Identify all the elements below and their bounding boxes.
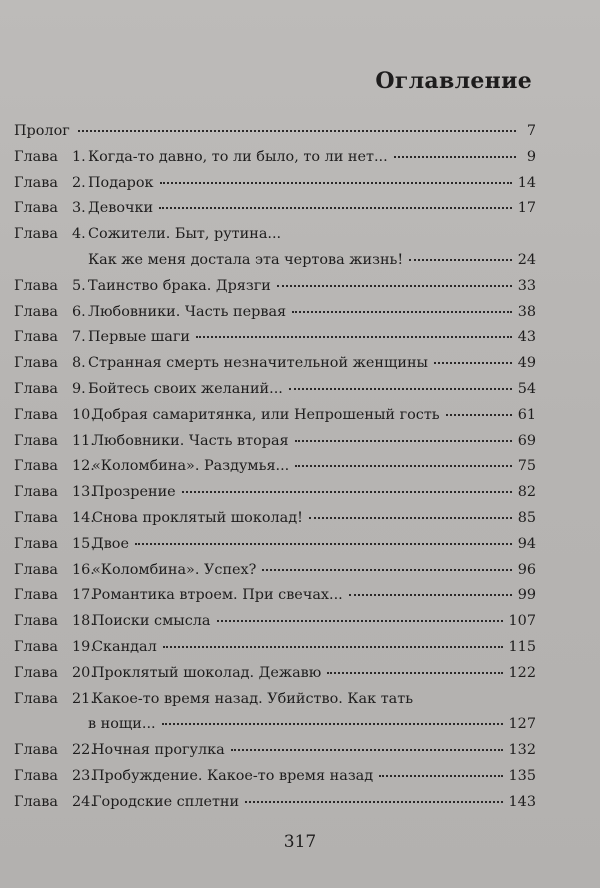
toc-entry-title: Подарок — [88, 174, 154, 191]
dot-leader — [231, 748, 503, 751]
toc-entry-kind: Пролог — [14, 123, 70, 139]
toc-entry-title: Пробуждение. Какое-то время назад — [92, 767, 374, 784]
toc-entry-label — [14, 687, 413, 713]
dot-leader — [309, 516, 512, 519]
toc-entry-label — [14, 222, 281, 248]
toc-entry — [14, 145, 536, 171]
toc-entry — [14, 506, 536, 532]
toc-entry — [14, 196, 536, 222]
toc-entry-title: «Коломбина». Раздумья... — [92, 458, 290, 475]
dot-leader — [349, 593, 512, 596]
toc-entry-page: 107 — [508, 613, 536, 630]
toc-entry-page: 54 — [517, 380, 536, 397]
toc-entry-label — [14, 790, 239, 816]
toc-entry-title: «Коломбина». Успех? — [92, 561, 257, 578]
dot-leader — [287, 234, 530, 235]
toc-entry-kind: Глава — [14, 613, 58, 630]
toc-entry — [14, 377, 536, 403]
toc-entry-number: 12. — [72, 458, 95, 475]
toc-entry — [14, 300, 536, 326]
toc-entry-page: 33 — [517, 277, 536, 294]
toc-entry-label — [14, 171, 154, 197]
toc-entry-label — [14, 274, 271, 300]
toc-entry — [14, 171, 536, 197]
toc-entry-number: 7. — [72, 329, 86, 346]
toc-entry-number: 15. — [72, 535, 95, 552]
toc-entry-title: Девочки — [88, 200, 154, 217]
toc-entry-page: 122 — [508, 664, 536, 681]
toc-entry-label — [14, 351, 428, 377]
dot-leader — [419, 699, 530, 700]
toc-entry-page: 49 — [517, 355, 536, 372]
toc-entry-title: Как же меня достала эта чертова жизнь! — [88, 251, 404, 268]
dot-leader — [217, 619, 503, 622]
toc-entry-page: 24 — [517, 251, 536, 268]
toc-entry — [14, 738, 536, 764]
toc-entry-kind: Глава — [14, 587, 58, 604]
dot-leader — [160, 181, 512, 184]
toc-entry-number: 3. — [72, 200, 86, 217]
toc-entry-page: 96 — [517, 561, 536, 578]
toc-entry-title: Романтика втроем. При свечах... — [92, 587, 343, 604]
toc-entry-kind: Глава — [14, 484, 58, 501]
toc-entry-kind: Глава — [14, 793, 58, 810]
toc-entry-kind: Глава — [14, 535, 58, 552]
toc-entry-label — [14, 300, 286, 326]
toc-entry — [14, 790, 536, 816]
toc-entry-page: 99 — [517, 587, 536, 604]
toc-entry-title: Когда-то давно, то ли было, то ли нет... — [88, 148, 388, 165]
toc-entry-kind: Глава — [14, 509, 58, 526]
toc-entry-label — [14, 558, 256, 584]
toc-entry-title: Снова проклятый шоколад! — [92, 509, 303, 526]
toc-entry-page: 132 — [508, 742, 536, 759]
toc-entry-label — [14, 738, 225, 764]
dot-leader — [262, 568, 511, 571]
toc-entry-number: 16. — [72, 561, 95, 578]
toc-entry-number: 20. — [72, 664, 95, 681]
toc-entry-title: Двое — [92, 535, 129, 552]
toc-entry-page: 82 — [517, 484, 536, 501]
toc-entry-label — [14, 377, 283, 403]
dot-leader — [295, 439, 512, 442]
toc-entry-number: 6. — [72, 303, 86, 320]
dot-leader — [409, 258, 512, 261]
dot-leader — [434, 361, 512, 364]
toc-entry-label — [88, 712, 156, 738]
toc-entry-kind: Глава — [14, 329, 58, 346]
toc-entry-kind: Глава — [14, 561, 58, 578]
toc-entry-kind: Глава — [14, 380, 58, 397]
toc-entry-number: 18. — [72, 613, 95, 630]
toc-entry — [14, 583, 536, 609]
toc-entry-page: 38 — [517, 303, 536, 320]
toc-entry — [14, 661, 536, 687]
toc-entry-title: Первые шаги — [88, 329, 191, 346]
toc-entry-title: Сожители. Быт, рутина... — [88, 226, 282, 243]
dot-leader — [245, 800, 502, 803]
toc-entry — [14, 609, 536, 635]
toc-entry-label — [14, 635, 157, 661]
toc-entry-label — [14, 583, 343, 609]
toc-entry-kind: Глава — [14, 303, 58, 320]
toc-entry-kind: Глава — [14, 458, 58, 475]
toc-entry — [14, 351, 536, 377]
toc-entry-label — [14, 119, 72, 145]
dot-leader — [182, 490, 512, 493]
toc-entry-kind: Глава — [14, 406, 58, 423]
toc-entry-title: Скандал — [92, 638, 157, 655]
toc-entry-page: 75 — [517, 458, 536, 475]
toc-entry-title: Любовники. Часть первая — [88, 303, 287, 320]
toc-entry-kind: Глава — [14, 432, 58, 449]
toc-entry-label — [14, 196, 153, 222]
dot-leader — [277, 284, 512, 287]
toc-entry-number: 14. — [72, 509, 95, 526]
toc-entry — [14, 325, 536, 351]
toc-heading: Оглавление — [375, 68, 532, 94]
toc-entry — [14, 635, 536, 661]
toc-entry — [14, 429, 536, 455]
toc-entry-number: 4. — [72, 226, 86, 243]
toc-entry-title: в нощи... — [88, 716, 156, 733]
toc-entry-number: 10. — [72, 406, 95, 423]
toc-entry-kind: Глава — [14, 742, 58, 759]
toc-entry-label — [14, 403, 440, 429]
toc-entry-kind: Глава — [14, 148, 58, 165]
dot-leader — [379, 774, 502, 777]
toc-entry-page: 127 — [508, 716, 536, 733]
toc-entry-number: 17. — [72, 587, 95, 604]
toc-entry-number: 9. — [72, 380, 86, 397]
toc-entry-kind: Глава — [14, 277, 58, 294]
dot-leader — [292, 310, 512, 313]
toc-entry-kind: Глава — [14, 690, 58, 707]
toc-entry-kind: Глава — [14, 174, 58, 191]
dot-leader — [159, 206, 512, 209]
toc-entry-kind: Глава — [14, 767, 58, 784]
toc-entry-page: 43 — [517, 329, 536, 346]
toc-entry-title: Добрая самаритянка, или Непрошеный гость — [92, 406, 440, 423]
toc-entry-number: 22. — [72, 742, 95, 759]
toc-entry-page: 69 — [517, 432, 536, 449]
toc-entry — [14, 248, 536, 274]
toc-entry-kind: Глава — [14, 355, 58, 372]
toc-entry-page: 143 — [508, 793, 536, 810]
toc-entry-title: Таинство брака. Дрязги — [88, 277, 271, 294]
toc-entry-number: 1. — [72, 148, 86, 165]
dot-leader — [196, 335, 512, 338]
toc-entry — [14, 764, 536, 790]
dot-leader — [394, 155, 516, 158]
toc-entry-kind: Глава — [14, 200, 58, 217]
toc-entry-page: 61 — [517, 406, 536, 423]
toc-entry-title: Ночная прогулка — [92, 742, 225, 759]
toc-entry — [14, 712, 536, 738]
toc-entry — [14, 532, 536, 558]
toc-entry-title: Бойтесь своих желаний... — [88, 380, 283, 397]
toc-entry-label — [14, 661, 321, 687]
toc-entry-page: 94 — [517, 535, 536, 552]
toc-entry-label — [14, 480, 176, 506]
toc-entry-title: Проклятый шоколад. Дежавю — [92, 664, 322, 681]
toc-entry-number: 21. — [72, 690, 95, 707]
toc-entry-page: 7 — [526, 123, 536, 139]
toc-entry-title: Какое-то время назад. Убийство. Как тать — [92, 690, 414, 707]
toc-entry-label — [14, 532, 129, 558]
toc-entry-number: 13. — [72, 484, 95, 501]
page-number: 317 — [283, 832, 317, 852]
toc-entry-label — [14, 145, 388, 171]
toc-entry-title: Поиски смысла — [92, 613, 211, 630]
toc-entry — [14, 687, 536, 713]
toc-entry-kind: Глава — [14, 638, 58, 655]
dot-leader — [289, 387, 512, 390]
dot-leader — [163, 645, 503, 648]
toc-entry-page: 115 — [508, 638, 536, 655]
dot-leader — [78, 129, 516, 132]
toc-entry — [14, 222, 536, 248]
toc-entry — [14, 558, 536, 584]
toc-entry-label — [14, 454, 289, 480]
toc-entry-number: 23. — [72, 767, 95, 784]
toc-entry-number: 2. — [72, 174, 86, 191]
toc-entry-label — [14, 429, 289, 455]
toc-entry — [14, 119, 536, 145]
toc-entry-page: 17 — [517, 200, 536, 217]
toc-entry-label — [14, 325, 190, 351]
toc-entry-kind: Глава — [14, 664, 58, 681]
toc-entry-number: 8. — [72, 355, 86, 372]
toc-entry — [14, 480, 536, 506]
toc-entry-number: 5. — [72, 277, 86, 294]
toc-entry-page: 135 — [508, 767, 536, 784]
toc-entry-page: 85 — [517, 509, 536, 526]
toc-entry-label — [14, 764, 373, 790]
toc-entry-label — [14, 609, 211, 635]
dot-leader — [446, 413, 512, 416]
toc-entry-label — [88, 248, 403, 274]
toc-entry-number: 11. — [72, 432, 95, 449]
toc-entry-number: 24. — [72, 793, 95, 810]
toc-entry-kind: Глава — [14, 226, 58, 243]
toc-entry-page: 14 — [517, 174, 536, 191]
toc-entry-title: Прозрение — [92, 484, 176, 501]
toc-entry — [14, 454, 536, 480]
toc-entry-number: 19. — [72, 638, 95, 655]
toc-entry-label — [14, 506, 303, 532]
toc-entry-page: 9 — [526, 148, 536, 165]
dot-leader — [295, 464, 511, 467]
dot-leader — [327, 671, 502, 674]
table-of-contents — [14, 119, 536, 816]
toc-entry-title: Городские сплетни — [92, 793, 240, 810]
toc-entry — [14, 403, 536, 429]
toc-entry-title: Странная смерть незначительной женщины — [88, 355, 428, 372]
dot-leader — [135, 542, 512, 545]
dot-leader — [162, 722, 503, 725]
toc-entry — [14, 274, 536, 300]
toc-entry-title: Любовники. Часть вторая — [92, 432, 289, 449]
